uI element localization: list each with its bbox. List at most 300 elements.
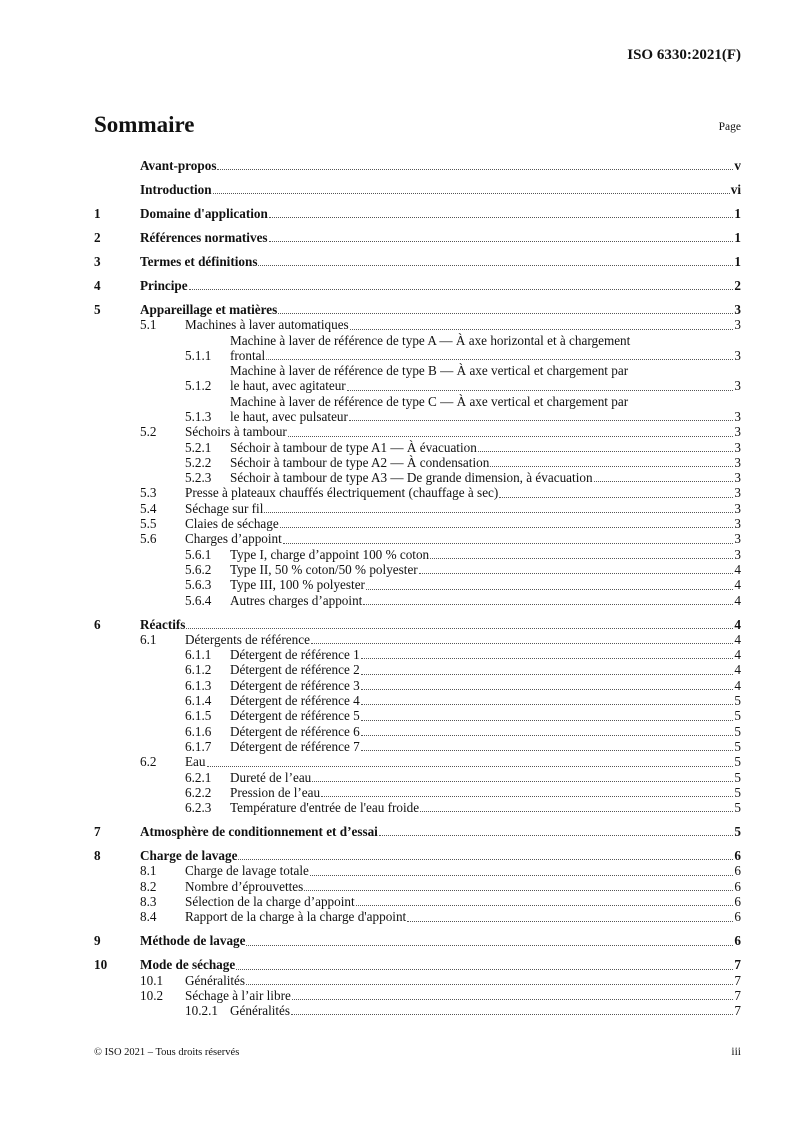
toc-entry-number: 6.1.2 xyxy=(185,662,212,678)
toc-entry-body xyxy=(230,593,741,608)
toc-entry-last-line xyxy=(230,577,741,592)
toc-entry[interactable] xyxy=(94,333,741,364)
toc-entry-number: 8.3 xyxy=(140,893,157,909)
dot-leader xyxy=(288,436,734,437)
dot-leader xyxy=(361,735,734,736)
toc-entry-title: Détergent de référence 2 xyxy=(230,662,360,678)
toc-entry-page: 5 xyxy=(734,754,741,770)
toc-entry[interactable] xyxy=(94,278,741,293)
toc-entry-title-line: Machine à laver de référence de type A — À axe horizontal et à chargement xyxy=(230,332,631,348)
toc-entry-page: 7 xyxy=(734,972,741,988)
toc-entry-page: 4 xyxy=(734,647,741,663)
toc-entry-page: 1 xyxy=(734,229,741,245)
toc-entry[interactable] xyxy=(94,863,741,878)
toc-entry-title: Presse à plateaux chauffés électriquement (chauffage à sec) xyxy=(185,485,499,501)
dot-leader xyxy=(292,999,734,1000)
toc-entry-title: Méthode de lavage xyxy=(140,933,246,949)
dot-leader xyxy=(258,265,733,266)
toc-entry-number: 6.1.7 xyxy=(185,738,212,754)
dot-leader xyxy=(207,766,734,767)
toc-entry-title: Détergent de référence 6 xyxy=(230,723,360,739)
toc-entry-last-line xyxy=(230,455,741,470)
toc-entry-title: Type I, charge d’appoint 100 % coton xyxy=(230,546,430,562)
toc-entry[interactable] xyxy=(94,708,741,723)
toc-entry[interactable] xyxy=(94,617,741,632)
dot-leader xyxy=(264,512,733,513)
toc-entry-last-line xyxy=(185,973,741,988)
toc-entry-body xyxy=(185,632,741,647)
toc-entry-number: 6.1 xyxy=(140,631,157,647)
toc-entry-body xyxy=(185,879,741,894)
toc-entry-page: 4 xyxy=(734,561,741,577)
toc-entry-title: Atmosphère de conditionnement et d’essai xyxy=(140,824,378,840)
dot-leader xyxy=(420,811,733,812)
toc-entry[interactable] xyxy=(94,754,741,769)
toc-entry-page: 3 xyxy=(734,454,741,470)
toc-entry-body xyxy=(230,394,741,425)
toc-entry-title-line: Machine à laver de référence de type B — À axe vertical et chargement par xyxy=(230,363,629,379)
toc-entry[interactable] xyxy=(94,824,741,839)
toc-entry-title: Détergent de référence 1 xyxy=(230,647,360,663)
toc-entry-body xyxy=(230,724,741,739)
dot-leader xyxy=(304,890,733,891)
toc-entry-title: Eau xyxy=(185,754,206,770)
toc-entry[interactable] xyxy=(94,485,741,500)
toc-entry-title: Autres charges d’appoint xyxy=(230,592,363,608)
toc-entry-last-line xyxy=(185,424,741,439)
toc-entry-last-line xyxy=(140,206,741,221)
toc-entry-title: Détergents de référence xyxy=(185,631,310,647)
dot-leader xyxy=(379,835,734,836)
toc-entry-page: 3 xyxy=(734,531,741,547)
toc-entry-body xyxy=(185,501,741,516)
toc-entry-last-line xyxy=(230,1003,741,1018)
dot-leader xyxy=(246,945,733,946)
toc-entry-number: 8 xyxy=(94,848,101,864)
toc-entry-number: 5.6.3 xyxy=(185,577,212,593)
toc-entry[interactable] xyxy=(94,501,741,516)
toc-entry-number: 6.1.5 xyxy=(185,708,212,724)
toc-entry-last-line xyxy=(140,848,741,863)
toc-entry-body xyxy=(140,230,741,245)
toc-entry[interactable] xyxy=(94,470,741,485)
toc-entry-number: 10.1 xyxy=(140,972,164,988)
toc-entry-last-line xyxy=(185,988,741,1003)
toc-entry-last-line xyxy=(185,909,741,924)
toc-entry-number: 5.6.1 xyxy=(185,546,212,562)
dot-leader xyxy=(366,589,733,590)
toc-entry-number: 8.2 xyxy=(140,878,157,894)
document-id: ISO 6330:2021(F) xyxy=(627,47,741,63)
toc-entry-title: Séchage à l’air libre xyxy=(185,987,291,1003)
toc-entry-body xyxy=(230,455,741,470)
toc-entry-title: Généralités xyxy=(230,1003,291,1019)
toc-entry[interactable] xyxy=(94,440,741,455)
toc-entry-body xyxy=(140,824,741,839)
toc-entry-body xyxy=(185,317,741,332)
toc-entry[interactable] xyxy=(94,785,741,800)
toc-entry-last-line xyxy=(230,562,741,577)
toc-entry-body xyxy=(230,739,741,754)
toc-entry-number: 9 xyxy=(94,933,101,949)
toc-entry[interactable] xyxy=(94,254,741,269)
toc-entry-page: 5 xyxy=(734,723,741,739)
toc-entry-body xyxy=(230,662,741,677)
toc-entry-last-line xyxy=(185,894,741,909)
toc-entry-title: Détergent de référence 3 xyxy=(230,677,360,693)
toc-entry[interactable] xyxy=(94,394,741,425)
toc-entry-page: 4 xyxy=(734,616,741,632)
toc-entry-title: frontal xyxy=(230,347,266,363)
toc-entry[interactable] xyxy=(94,182,741,197)
toc-entry-page: 5 xyxy=(734,824,741,840)
dot-leader xyxy=(361,658,734,659)
toc-entry-last-line xyxy=(185,531,741,546)
toc-entry[interactable] xyxy=(94,879,741,894)
toc-entry-body xyxy=(185,909,741,924)
toc-entry-body xyxy=(185,973,741,988)
toc-entry-page: 6 xyxy=(734,878,741,894)
dot-leader xyxy=(238,859,733,860)
toc-entry-page: 6 xyxy=(734,893,741,909)
toc-entry-last-line xyxy=(185,501,741,516)
toc-entry-last-line xyxy=(185,317,741,332)
toc-entry-body xyxy=(230,577,741,592)
toc-entry-page: 4 xyxy=(734,592,741,608)
toc-entry-last-line xyxy=(140,182,741,197)
toc-entry[interactable] xyxy=(94,894,741,909)
toc-entry-page: 4 xyxy=(734,662,741,678)
toc-entry-title: Introduction xyxy=(140,181,212,197)
toc-entry-body xyxy=(185,485,741,500)
toc-entry-body xyxy=(140,254,741,269)
toc-entry-last-line xyxy=(230,409,741,424)
toc-entry-last-line xyxy=(230,440,741,455)
toc-entry[interactable] xyxy=(94,632,741,647)
toc-entry-number: 6.1.4 xyxy=(185,693,212,709)
toc-entry-last-line xyxy=(230,593,741,608)
toc-entry-number: 8.1 xyxy=(140,863,157,879)
dot-leader xyxy=(311,643,733,644)
toc-entry-number: 6.1.1 xyxy=(185,647,212,663)
toc-entry-body xyxy=(230,470,741,485)
dot-leader xyxy=(269,217,734,218)
toc-entry-title: Détergent de référence 7 xyxy=(230,738,360,754)
toc-entry-number: 6.1.3 xyxy=(185,677,212,693)
toc-entry-number: 5.2.2 xyxy=(185,454,212,470)
toc-entry-body xyxy=(140,278,741,293)
toc-entry-title: Rapport de la charge à la charge d'appoint xyxy=(185,909,407,925)
toc-entry-title: Charge de lavage xyxy=(140,848,238,864)
toc-entry-last-line xyxy=(185,879,741,894)
dot-leader xyxy=(217,169,733,170)
toc-entry-title: le haut, avec pulsateur xyxy=(230,408,348,424)
toc-entry-page: 3 xyxy=(734,424,741,440)
toc-entry[interactable] xyxy=(94,739,741,754)
toc-entry[interactable] xyxy=(94,724,741,739)
toc-entry-number: 6 xyxy=(94,616,101,632)
toc-entry-number: 5.2 xyxy=(140,424,157,440)
toc-entry-title: Nombre d’éprouvettes xyxy=(185,878,304,894)
toc-entry-page: 2 xyxy=(734,277,741,293)
footer-page-number: iii xyxy=(731,1046,741,1058)
toc-entry-title: Réactifs xyxy=(140,616,186,632)
dot-leader xyxy=(189,289,734,290)
toc-entry-page: 4 xyxy=(734,631,741,647)
toc-entry[interactable] xyxy=(94,988,741,1003)
toc-entry[interactable] xyxy=(94,647,741,662)
toc-entry-last-line xyxy=(185,516,741,531)
toc-entry-body xyxy=(230,708,741,723)
toc-entry-number: 5.6.4 xyxy=(185,592,212,608)
toc-entry-number: 5.6 xyxy=(140,531,157,547)
toc-entry-title: Température d'entrée de l'eau froide xyxy=(230,800,420,816)
toc-entry-body xyxy=(140,617,741,632)
toc-entry-body xyxy=(230,547,741,562)
toc-entry-last-line xyxy=(230,348,741,363)
toc-entry-page: 3 xyxy=(734,516,741,532)
toc-entry-title: Termes et définitions xyxy=(140,253,258,269)
toc-entry[interactable] xyxy=(94,158,741,173)
toc-entry-number: 6.2 xyxy=(140,754,157,770)
toc-entry[interactable] xyxy=(94,317,741,332)
toc-entry-body xyxy=(230,333,741,364)
toc-entry-number: 4 xyxy=(94,277,101,293)
toc-entry-last-line xyxy=(230,378,741,393)
toc-entry-body xyxy=(185,863,741,878)
toc-entry[interactable] xyxy=(94,662,741,677)
toc-entry-number: 6.1.6 xyxy=(185,723,212,739)
toc-entry-last-line xyxy=(230,739,741,754)
toc-entry-title: Type II, 50 % coton/50 % polyester xyxy=(230,561,418,577)
toc-entry-body xyxy=(230,678,741,693)
toc-entry[interactable] xyxy=(94,957,741,972)
toc-entry-body xyxy=(230,440,741,455)
dot-leader xyxy=(213,193,730,194)
toc-entry-body xyxy=(230,785,741,800)
toc-entry-title: Séchoir à tambour de type A1 — À évacuation xyxy=(230,439,477,455)
dot-leader xyxy=(499,497,733,498)
toc-entry-last-line xyxy=(230,693,741,708)
toc-entry-number: 1 xyxy=(94,205,101,221)
toc-entry-page: 3 xyxy=(734,470,741,486)
toc-entry[interactable] xyxy=(94,516,741,531)
dot-leader xyxy=(407,921,733,922)
toc-entry-last-line xyxy=(185,632,741,647)
dot-leader xyxy=(280,527,734,528)
toc-entry-title: Claies de séchage xyxy=(185,516,279,532)
toc-entry-last-line xyxy=(140,824,741,839)
toc-entry-page: 3 xyxy=(734,317,741,333)
dot-leader xyxy=(419,573,734,574)
toc-entry-title: Détergent de référence 4 xyxy=(230,693,360,709)
toc-entry-number: 10 xyxy=(94,957,108,973)
toc-entry-title: Séchoir à tambour de type A3 — De grande dimension, à évacuation xyxy=(230,470,593,486)
dot-leader xyxy=(478,451,734,452)
toc-entry-body xyxy=(230,693,741,708)
toc-entry[interactable] xyxy=(94,848,741,863)
toc-entry-last-line xyxy=(230,547,741,562)
dot-leader xyxy=(291,1014,733,1015)
dot-leader xyxy=(361,674,734,675)
dot-leader xyxy=(269,241,734,242)
toc-entry-last-line xyxy=(140,617,741,632)
toc-entry-title: Séchage sur fil xyxy=(185,500,264,516)
toc-entry[interactable] xyxy=(94,424,741,439)
toc-entry-last-line xyxy=(140,278,741,293)
dot-leader xyxy=(246,984,733,985)
toc-entry-title: Dureté de l’eau xyxy=(230,769,312,785)
toc-entry-number: 5.4 xyxy=(140,500,157,516)
toc-entry[interactable] xyxy=(94,770,741,785)
toc-entry[interactable] xyxy=(94,230,741,245)
toc-entry-page: 3 xyxy=(734,408,741,424)
toc-entry[interactable] xyxy=(94,800,741,815)
toc-entry-page: 5 xyxy=(734,769,741,785)
toc-entry-title-line: Machine à laver de référence de type C — À axe vertical et chargement par xyxy=(230,393,629,409)
toc-entry-page: 7 xyxy=(734,987,741,1003)
toc-entry-page: 3 xyxy=(734,301,741,317)
toc-entry-number: 5.5 xyxy=(140,516,157,532)
toc-entry[interactable] xyxy=(94,363,741,394)
toc-entry-number: 6.2.2 xyxy=(185,784,212,800)
dot-leader xyxy=(356,905,734,906)
toc-entry[interactable] xyxy=(94,678,741,693)
toc-entry-number: 5.1.3 xyxy=(185,408,212,424)
toc-entry-body xyxy=(140,848,741,863)
toc-entry-last-line xyxy=(230,708,741,723)
toc-entry[interactable] xyxy=(94,577,741,592)
toc-entry-title: Appareillage et matières xyxy=(140,301,278,317)
footer-copyright: © ISO 2021 – Tous droits réservés xyxy=(94,1047,240,1058)
toc-entry[interactable] xyxy=(94,693,741,708)
toc-entry-page: 4 xyxy=(734,577,741,593)
toc-entry-page: vi xyxy=(730,181,741,197)
toc-entry[interactable] xyxy=(94,531,741,546)
toc-entry-title: Charges d’appoint xyxy=(185,531,282,547)
dot-leader xyxy=(594,481,734,482)
toc-entry[interactable] xyxy=(94,1003,741,1018)
toc-entry-title: Machines à laver automatiques xyxy=(185,317,349,333)
toc-entry-page: 3 xyxy=(734,546,741,562)
toc-entry-body xyxy=(230,363,741,394)
toc-entry-title: Détergent de référence 5 xyxy=(230,708,360,724)
toc-entry-body xyxy=(140,182,741,197)
toc-entry-title: Séchoirs à tambour xyxy=(185,424,287,440)
toc-entry[interactable] xyxy=(94,933,741,948)
toc-entry-number: 5.2.3 xyxy=(185,470,212,486)
toc-entry[interactable] xyxy=(94,909,741,924)
toc-entry-last-line xyxy=(230,724,741,739)
toc-entry-page: 7 xyxy=(734,1003,741,1019)
toc-entry-title: Principe xyxy=(140,277,188,293)
toc-entry-number: 5.2.1 xyxy=(185,439,212,455)
toc-entry-body xyxy=(185,894,741,909)
toc-entry-body xyxy=(230,647,741,662)
toc-entry-page: 1 xyxy=(734,253,741,269)
toc-entry-page: 3 xyxy=(734,439,741,455)
dot-leader xyxy=(361,689,734,690)
toc-entry-last-line xyxy=(185,754,741,769)
toc-entry-body xyxy=(140,933,741,948)
toc-entry-page: 3 xyxy=(734,500,741,516)
dot-leader xyxy=(266,359,733,360)
toc-entry-number: 5.1 xyxy=(140,317,157,333)
toc-entry-page: 5 xyxy=(734,738,741,754)
dot-leader xyxy=(490,466,733,467)
toc-entry-number: 3 xyxy=(94,253,101,269)
toc-entry-title: Généralités xyxy=(185,972,246,988)
toc-entry-number: 6.2.1 xyxy=(185,769,212,785)
toc-entry-body xyxy=(230,1003,741,1018)
toc-entry-last-line xyxy=(185,485,741,500)
toc-entry-page: 3 xyxy=(734,378,741,394)
dot-leader xyxy=(361,720,734,721)
toc-entry[interactable] xyxy=(94,593,741,608)
toc-entry[interactable] xyxy=(94,547,741,562)
toc-entry-title: Références normatives xyxy=(140,229,268,245)
dot-leader xyxy=(363,604,733,605)
toc-entry-number: 5.6.2 xyxy=(185,561,212,577)
dot-leader xyxy=(312,781,733,782)
toc-entry[interactable] xyxy=(94,455,741,470)
dot-leader xyxy=(186,628,733,629)
toc-entry-last-line xyxy=(230,785,741,800)
toc-entry-page: 6 xyxy=(734,909,741,925)
toc-entry[interactable] xyxy=(94,973,741,988)
toc-entry-number: 6.2.3 xyxy=(185,800,212,816)
toc-entry[interactable] xyxy=(94,206,741,221)
toc-entry-page: 7 xyxy=(734,957,741,973)
toc-entry-body xyxy=(185,424,741,439)
toc-entry-title: Domaine d'application xyxy=(140,205,268,221)
toc-entry-page: 5 xyxy=(734,708,741,724)
toc-entry-title: Pression de l’eau xyxy=(230,784,321,800)
toc-entry-number: 5 xyxy=(94,301,101,317)
toc-entry-title: Sélection de la charge d’appoint xyxy=(185,893,355,909)
toc-entry-number: 8.4 xyxy=(140,909,157,925)
toc-entry-body xyxy=(230,770,741,785)
dot-leader xyxy=(361,750,734,751)
toc-entry-number: 5.3 xyxy=(140,485,157,501)
toc-entry-last-line xyxy=(140,933,741,948)
toc-entry-body xyxy=(185,988,741,1003)
toc-entry-last-line xyxy=(230,800,741,815)
toc-entry-title: Avant-propos xyxy=(140,158,217,173)
dot-leader xyxy=(430,558,733,559)
toc-entry-title: le haut, avec agitateur xyxy=(230,378,346,394)
table-of-contents xyxy=(94,158,741,1018)
toc-entry-last-line xyxy=(230,470,741,485)
toc-entry-page: 3 xyxy=(734,485,741,501)
toc-entry-last-line xyxy=(230,647,741,662)
dot-leader xyxy=(350,329,734,330)
toc-entry[interactable] xyxy=(94,562,741,577)
page-title: Sommaire xyxy=(94,112,195,137)
toc-entry[interactable] xyxy=(94,302,741,317)
toc-entry-number: 10.2 xyxy=(140,987,164,1003)
toc-entry-page: 5 xyxy=(734,784,741,800)
toc-entry-title: Mode de séchage xyxy=(140,957,236,973)
toc-entry-body xyxy=(140,302,741,317)
toc-entry-title: Charge de lavage totale xyxy=(185,863,309,879)
toc-entry-body xyxy=(185,516,741,531)
toc-entry-page: 1 xyxy=(734,205,741,221)
dot-leader xyxy=(283,543,734,544)
toc-entry-number: 5.1.2 xyxy=(185,378,212,394)
toc-entry-last-line xyxy=(230,678,741,693)
toc-entry-title: Séchoir à tambour de type A2 — À condensation xyxy=(230,454,490,470)
